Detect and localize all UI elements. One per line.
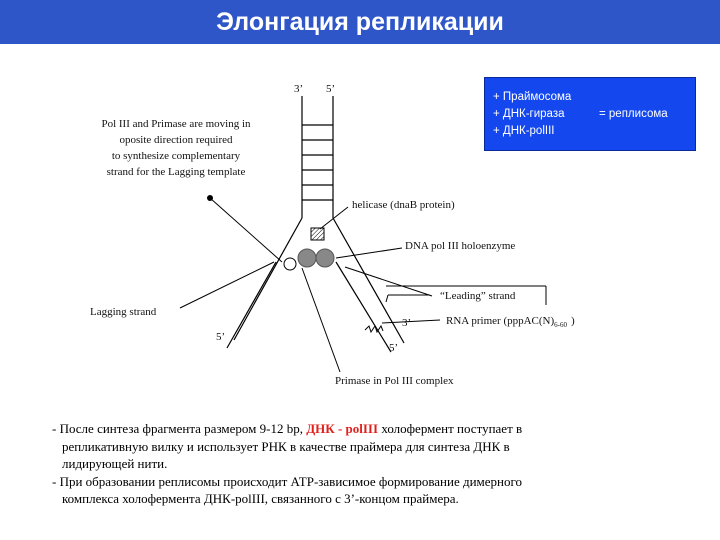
caption-text: - После синтеза фрагмента размером 9-12 bp, [52,421,307,436]
caption [52,420,652,508]
caption-paragraph-2-line2: комплекса холофермента ДНК-polIII, связанного с 3’-концом праймера. [62,491,459,506]
caption-paragraph-1 [52,420,652,438]
caption-highlight: ДНК - polIII [306,421,379,436]
right-3prime-label: 3’ [402,317,412,329]
lagging-note-line2: oposite direction required [119,134,233,146]
leading-strand-label: “Leading” strand [440,290,516,302]
polymerase-complex [284,249,334,270]
pointer-lines [180,198,440,372]
top-right-end-label: 5’ [326,83,336,95]
legend-polIII: + ДНК-polIII [493,125,555,137]
lagging-note-line1: Pol III and Primase are moving in [101,118,251,130]
legend-gyrase: + ДНК-гираза [493,108,565,120]
lagging-note-line4: strand for the Lagging template [106,166,246,178]
primase-label: Primase in Pol III complex [335,375,454,387]
legend-primosome: + Праймосома [493,91,572,103]
pointer-dot [207,195,213,201]
rna-primer-label: RNA primer ($pppAC(N)_{6-60}$ ) [446,315,575,329]
parental-duplex [302,96,333,218]
caption-paragraph-2: - При образовании реплисомы происходит АТР-зависимое формирование димерного [52,473,523,489]
lagging-strand-label: Lagging strand [90,306,157,318]
right-5prime-label: 5’ [389,342,399,354]
legend-replisome: = реплисома [599,108,668,120]
lagging-note-line3: to synthesize complementary [111,150,241,162]
caption-text: холофермент поступает в [378,421,523,436]
slide-title: Элонгация репликации [216,8,504,36]
helicase-block [311,228,324,240]
top-left-end-label: 3’ [294,83,304,95]
holoenzyme-label: DNA pol III holoenzyme [405,240,516,252]
helicase-label: helicase (dnaB protein) [352,199,455,211]
caption-paragraph-1-line3: лидирующей нити. [62,456,168,471]
left-5prime-label: 5’ [216,331,226,343]
caption-paragraph-1-line2: репликативную вилку и использует РНК в качестве праймера для синтеза ДНК в [62,438,510,454]
